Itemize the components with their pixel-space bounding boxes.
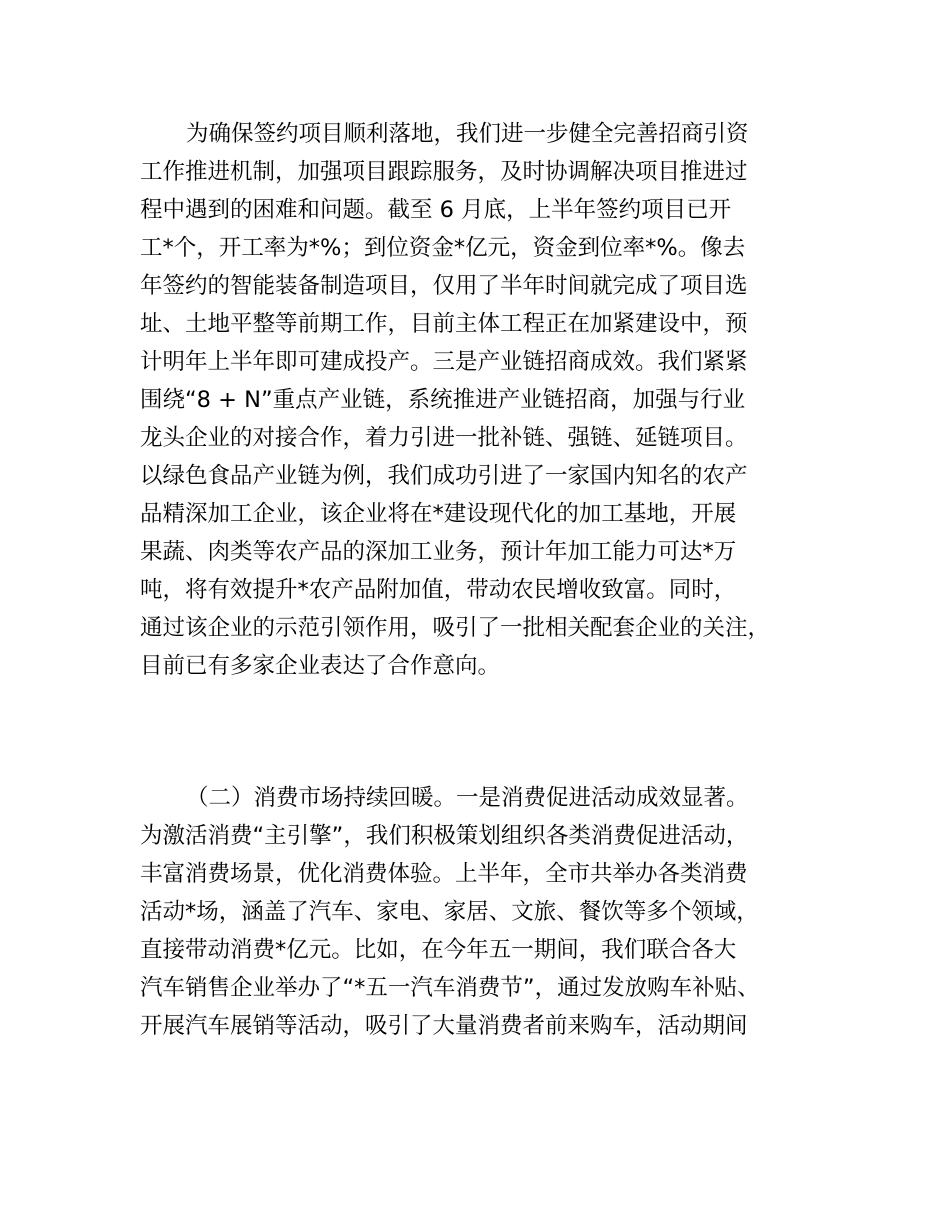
text-line: 活动*场，涵盖了汽车、家电、家居、文旅、餐饮等多个领域， [140, 899, 759, 925]
text-line: 开展汽车展销等活动，吸引了大量消费者前来购车，活动期间 [140, 1013, 748, 1039]
text-line: 龙头企业的对接合作，着力引进一批补链、强链、延链项目。 [140, 425, 748, 451]
text-line: 工*个，开工率为*%；到位资金*亿元，资金到位率*%。像去 [140, 235, 746, 261]
text-line: 以绿色食品产业链为例，我们成功引进了一家国内知名的农产 [140, 463, 748, 489]
text-line: 址、土地平整等前期工作，目前主体工程正在加紧建设中，预 [140, 311, 748, 337]
text-line: 丰富消费场景，优化消费体验。上半年，全市共举办各类消费 [140, 861, 748, 887]
text-line: 计明年上半年即可建成投产。三是产业链招商成效。我们紧紧 [140, 349, 748, 375]
text-line: 目前已有多家企业表达了合作意向。 [140, 653, 501, 679]
text-line: 为激活消费“主引擎”，我们积极策划组织各类消费促进活动， [140, 823, 749, 849]
text-line: 汽车销售企业举办了“*五一汽车消费节”，通过发放购车补贴、 [140, 975, 760, 1001]
text-line: 程中遇到的困难和问题。截至 6 月底，上半年签约项目已开 [140, 197, 732, 223]
text-line: （二）消费市场持续回暖。一是消费促进活动成效显著。 [186, 785, 749, 811]
text-line: 年签约的智能装备制造项目，仅用了半年时间就完成了项目选 [140, 273, 748, 299]
text-line: 围绕“8 + N”重点产业链，系统推进产业链招商，加强与行业 [140, 387, 746, 413]
text-line: 吨，将有效提升*农产品附加值，带动农民增收致富。同时， [140, 577, 737, 603]
text-line: 通过该企业的示范引领作用，吸引了一批相关配套企业的关注， [140, 615, 771, 641]
paragraph-consumer-market [140, 779, 835, 1045]
text-line: 直接带动消费*亿元。比如，在今年五一期间，我们联合各大 [140, 937, 737, 963]
text-line: 果蔬、肉类等农产品的深加工业务，预计年加工能力可达*万 [140, 539, 737, 565]
text-line: 为确保签约项目顺利落地，我们进一步健全完善招商引资 [186, 121, 749, 147]
text-line: 品精深加工企业，该企业将在*建设现代化的加工基地，开展 [140, 501, 737, 527]
paragraph-investment-projects [140, 115, 835, 685]
text-line: 工作推进机制，加强项目跟踪服务，及时协调解决项目推进过 [140, 159, 748, 185]
